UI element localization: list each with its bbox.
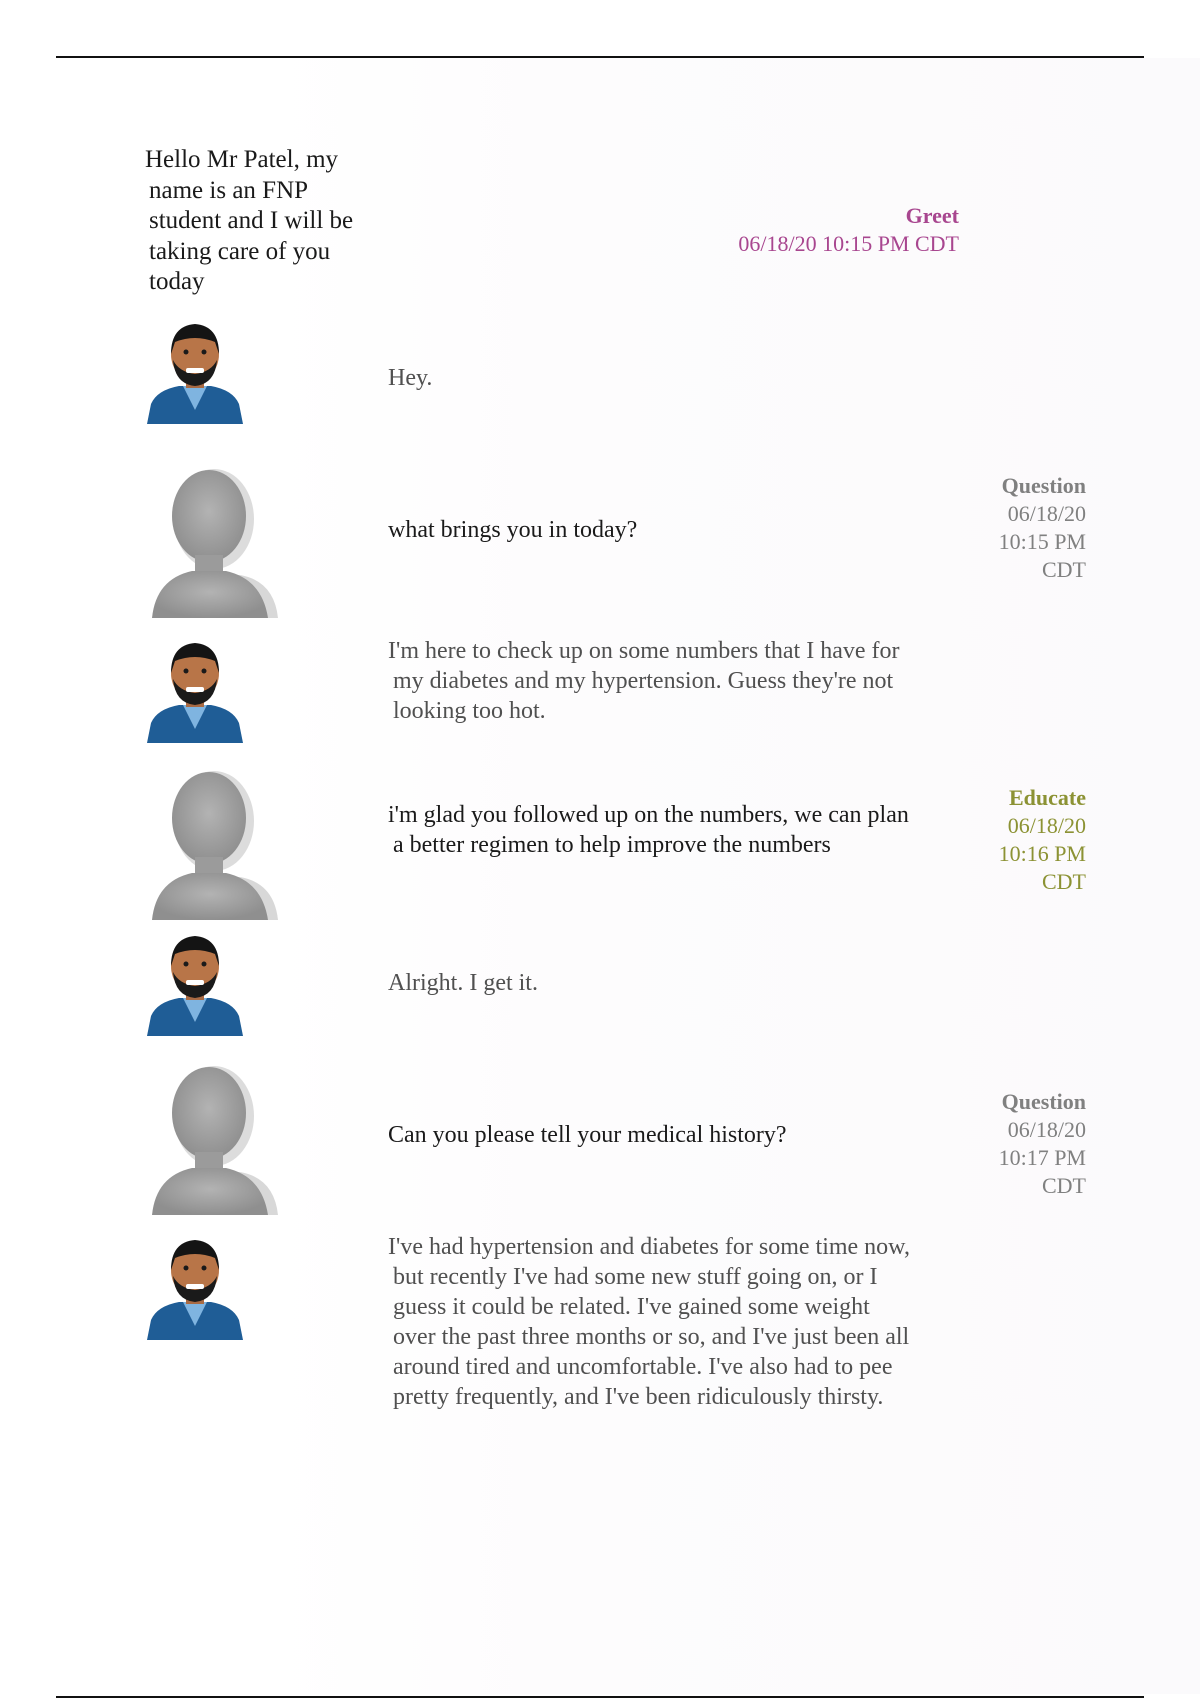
patient-message	[388, 1232, 963, 1412]
message-timestamp: 06/18/20	[1007, 1117, 1086, 1142]
message-meta-educate	[999, 784, 1086, 896]
message-meta	[999, 1088, 1086, 1200]
patient-avatar	[145, 633, 245, 743]
patient-avatar-icon	[145, 1230, 245, 1340]
student-avatar	[150, 765, 295, 920]
message-timestamp: 06/18/20 10:15 PM CDT	[738, 231, 959, 256]
message-tag: Greet	[905, 203, 959, 228]
message-timestamp: 10:16 PM	[998, 841, 1086, 866]
message-line: around tired and uncomfortable. I've also had to pee	[393, 1354, 893, 1380]
patient-avatar	[145, 1230, 245, 1340]
student-avatar	[150, 1060, 295, 1215]
message-line: Alright. I get it.	[388, 970, 538, 996]
patient-avatar-icon	[145, 926, 245, 1036]
message-line: today	[149, 268, 205, 295]
patient-message	[388, 363, 963, 393]
student-avatar	[150, 463, 295, 618]
message-line: I'm here to check up on some numbers that I have for	[388, 638, 900, 664]
message-tag: Question	[1001, 473, 1086, 498]
message-line: Hey.	[388, 365, 433, 391]
bottom-rule	[56, 1696, 1144, 1698]
student-message-greet	[145, 145, 365, 298]
student-avatar-icon	[150, 1060, 295, 1215]
message-timestamp: CDT	[1042, 869, 1086, 894]
message-line: looking too hot.	[393, 698, 546, 724]
message-line: Hello Mr Patel, my	[145, 146, 339, 173]
message-line: a better regimen to help improve the numbers	[393, 832, 831, 858]
message-timestamp: CDT	[1042, 1173, 1086, 1198]
student-message	[388, 800, 963, 860]
message-tag: Question	[1001, 1089, 1086, 1114]
message-timestamp: 10:15 PM	[998, 529, 1086, 554]
message-timestamp: CDT	[1042, 557, 1086, 582]
patient-message	[388, 636, 963, 726]
message-line: over the past three months or so, and I've just been all	[393, 1324, 910, 1350]
patient-avatar-icon	[145, 633, 245, 743]
message-line: what brings you in today?	[388, 517, 638, 543]
message-line: i'm glad you followed up on the numbers, we can plan	[388, 802, 909, 828]
message-meta	[999, 472, 1086, 584]
message-line: Can you please tell your medical history?	[388, 1122, 787, 1148]
patient-message	[388, 968, 963, 998]
message-line: student and I will be	[149, 207, 354, 234]
message-line: name is an FNP	[149, 176, 309, 204]
message-line: guess it could be related. I've gained some weight	[393, 1294, 870, 1320]
student-avatar-icon	[150, 463, 295, 618]
patient-avatar	[145, 314, 245, 424]
message-line: my diabetes and my hypertension. Guess they're not	[393, 668, 894, 694]
message-line: I've had hypertension and diabetes for some time now,	[388, 1234, 910, 1260]
patient-avatar-icon	[145, 314, 245, 424]
student-avatar-icon	[150, 765, 295, 920]
message-timestamp: 10:17 PM	[998, 1145, 1086, 1170]
message-timestamp: 06/18/20	[1007, 501, 1086, 526]
top-rule	[56, 56, 1144, 58]
message-timestamp: 06/18/20	[1007, 813, 1086, 838]
student-message	[388, 515, 963, 545]
patient-avatar	[145, 926, 245, 1036]
message-meta-greet	[738, 202, 959, 258]
student-message	[388, 1120, 963, 1150]
message-tag: Educate	[1009, 785, 1086, 810]
message-line: but recently I've had some new stuff going on, or I	[393, 1264, 878, 1290]
message-line: taking care of you	[149, 237, 331, 265]
message-line: pretty frequently, and I've been ridiculously thirsty.	[393, 1384, 884, 1410]
